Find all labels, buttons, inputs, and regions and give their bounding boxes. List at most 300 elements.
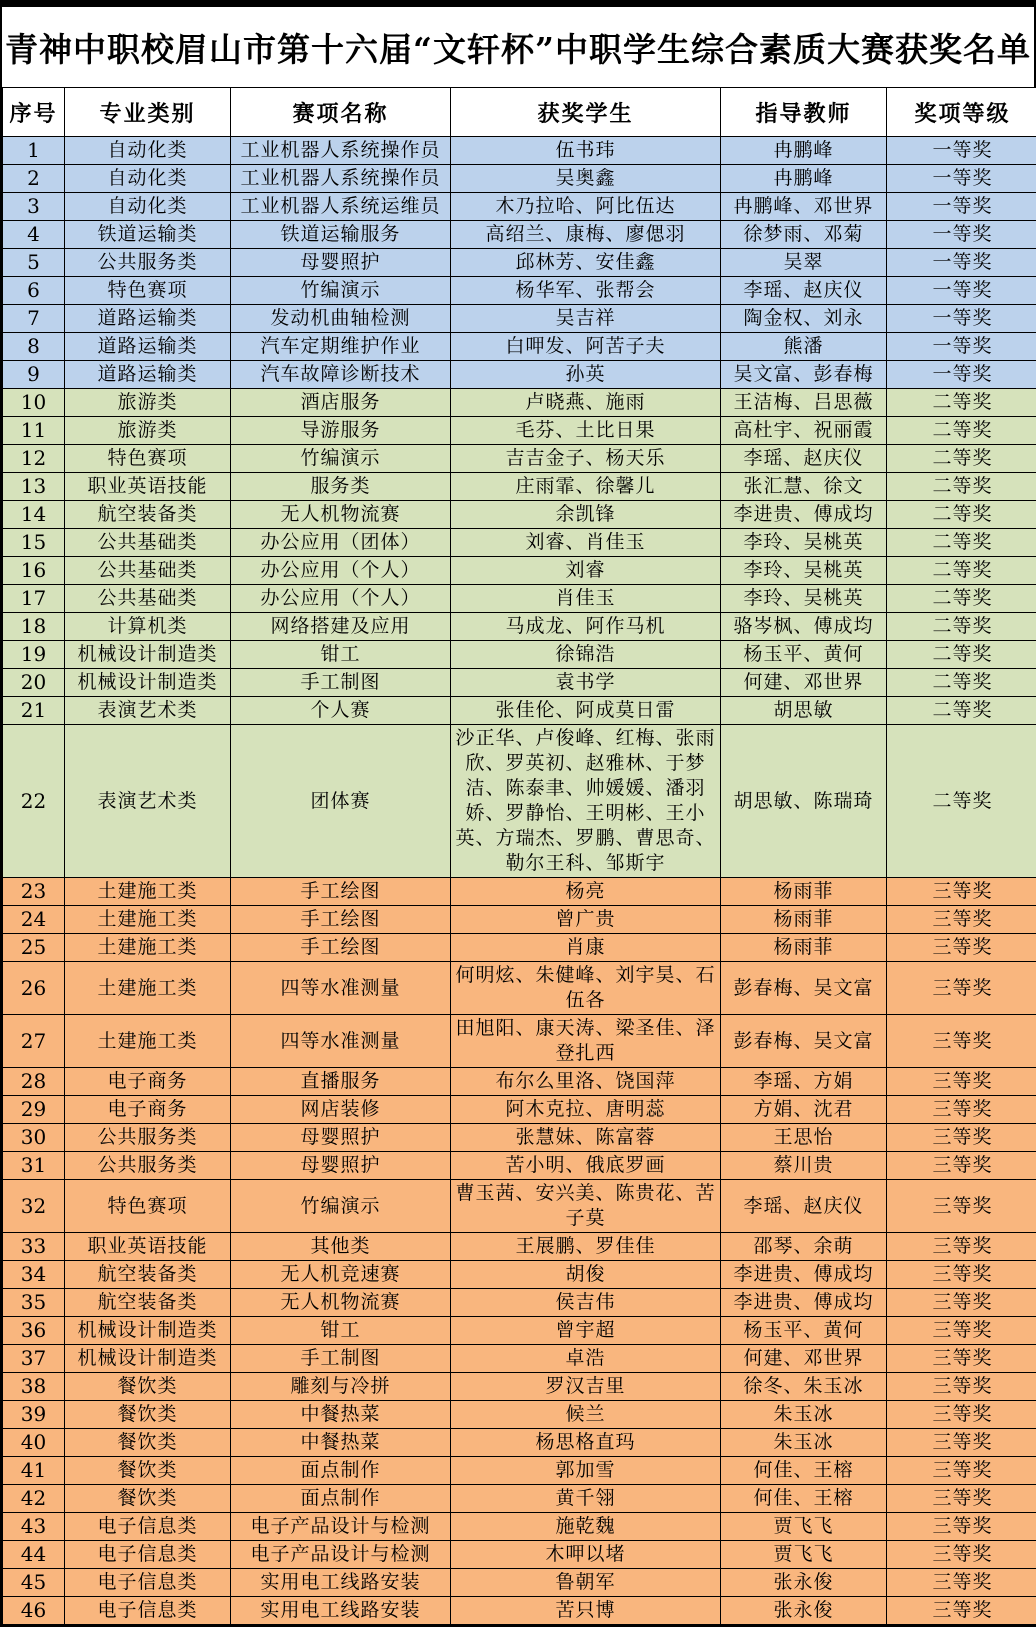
cell-award: 三等奖 [887,1317,1036,1345]
cell-award: 二等奖 [887,641,1036,669]
cell-teachers: 骆岑枫、傅成均 [721,613,887,641]
cell-event: 竹编演示 [231,445,451,473]
cell-teachers: 李进贵、傅成均 [721,1289,887,1317]
cell-teachers: 李瑶、赵庆仪 [721,1180,887,1233]
cell-event: 办公应用（团体） [231,529,451,557]
cell-students: 曾广贵 [451,906,721,934]
cell-students: 卢晓燕、施雨 [451,389,721,417]
cell-no: 12 [3,445,65,473]
cell-students: 吴吉祥 [451,305,721,333]
cell-award: 三等奖 [887,934,1036,962]
cell-event: 汽车定期维护作业 [231,333,451,361]
table-row [3,1513,1036,1541]
table-row [3,1233,1036,1261]
cell-students: 张佳伦、阿成莫日雷 [451,697,721,725]
cell-students: 胡俊 [451,1261,721,1289]
cell-category: 特色赛项 [65,445,231,473]
cell-award: 一等奖 [887,165,1036,193]
cell-category: 公共基础类 [65,585,231,613]
cell-event: 中餐热菜 [231,1401,451,1429]
cell-category: 道路运输类 [65,333,231,361]
cell-teachers: 李进贵、傅成均 [721,1261,887,1289]
cell-category: 电子信息类 [65,1513,231,1541]
table-row [3,445,1036,473]
cell-event: 钳工 [231,641,451,669]
cell-event: 手工绘图 [231,906,451,934]
cell-award: 一等奖 [887,361,1036,389]
cell-category: 土建施工类 [65,934,231,962]
table-row [3,1597,1036,1625]
header-row [3,88,1036,137]
table-row [3,193,1036,221]
table-row [3,305,1036,333]
table-row [3,1096,1036,1124]
cell-teachers: 李进贵、傅成均 [721,501,887,529]
cell-category: 公共服务类 [65,249,231,277]
table-row [3,641,1036,669]
table-row [3,277,1036,305]
cell-award: 三等奖 [887,1261,1036,1289]
cell-students: 庄雨霏、徐馨儿 [451,473,721,501]
table-row [3,1401,1036,1429]
table-row [3,1015,1036,1068]
cell-category: 特色赛项 [65,277,231,305]
cell-students: 曾宇超 [451,1317,721,1345]
cell-teachers: 陶金权、刘永 [721,305,887,333]
cell-no: 44 [3,1541,65,1569]
cell-category: 职业英语技能 [65,1233,231,1261]
cell-teachers: 王洁梅、吕思薇 [721,389,887,417]
cell-teachers: 张永俊 [721,1569,887,1597]
table-row [3,1345,1036,1373]
cell-teachers: 吴文富、彭春梅 [721,361,887,389]
table-row [3,417,1036,445]
cell-students: 伍书玮 [451,137,721,165]
cell-category: 航空装备类 [65,501,231,529]
cell-no: 25 [3,934,65,962]
cell-category: 机械设计制造类 [65,1345,231,1373]
cell-category: 公共服务类 [65,1124,231,1152]
cell-teachers: 冉鹏峰 [721,165,887,193]
cell-no: 39 [3,1401,65,1429]
cell-no: 21 [3,697,65,725]
cell-teachers: 李瑶、赵庆仪 [721,445,887,473]
cell-award: 三等奖 [887,1124,1036,1152]
cell-teachers: 张永俊 [721,1597,887,1625]
cell-no: 5 [3,249,65,277]
cell-teachers: 高杜宇、祝丽霞 [721,417,887,445]
page-title: 青神中职校眉山市第十六届“文轩杯”中职学生综合素质大赛获奖名单 [2,7,1034,87]
cell-teachers: 何建、邓世界 [721,1345,887,1373]
cell-event: 竹编演示 [231,277,451,305]
cell-award: 三等奖 [887,1485,1036,1513]
table-row [3,697,1036,725]
cell-no: 35 [3,1289,65,1317]
cell-event: 钳工 [231,1317,451,1345]
cell-teachers: 胡思敏 [721,697,887,725]
cell-category: 土建施工类 [65,906,231,934]
table-row [3,1429,1036,1457]
cell-category: 餐饮类 [65,1429,231,1457]
column-header-teachers: 指导教师 [721,88,887,137]
cell-category: 旅游类 [65,417,231,445]
cell-event: 实用电工线路安装 [231,1569,451,1597]
cell-event: 中餐热菜 [231,1429,451,1457]
table-row [3,529,1036,557]
cell-students: 余凯锋 [451,501,721,529]
cell-award: 二等奖 [887,725,1036,878]
cell-event: 竹编演示 [231,1180,451,1233]
cell-award: 三等奖 [887,878,1036,906]
cell-event: 服务类 [231,473,451,501]
cell-teachers: 李玲、吴桃英 [721,529,887,557]
cell-students: 袁书学 [451,669,721,697]
cell-category: 土建施工类 [65,878,231,906]
cell-event: 面点制作 [231,1457,451,1485]
table-row [3,473,1036,501]
cell-category: 自动化类 [65,165,231,193]
table-row [3,1317,1036,1345]
cell-no: 43 [3,1513,65,1541]
cell-teachers: 贾飞飞 [721,1513,887,1541]
cell-students: 孙英 [451,361,721,389]
column-header-students: 获奖学生 [451,88,721,137]
table-row [3,906,1036,934]
cell-no: 28 [3,1068,65,1096]
column-header-award: 奖项等级 [887,88,1036,137]
cell-award: 三等奖 [887,1233,1036,1261]
cell-award: 三等奖 [887,1068,1036,1096]
table-row [3,361,1036,389]
table-row [3,1569,1036,1597]
cell-no: 8 [3,333,65,361]
table-row [3,221,1036,249]
cell-students: 黄千翎 [451,1485,721,1513]
cell-no: 32 [3,1180,65,1233]
cell-category: 电子信息类 [65,1597,231,1625]
cell-category: 航空装备类 [65,1289,231,1317]
cell-category: 餐饮类 [65,1485,231,1513]
cell-event: 导游服务 [231,417,451,445]
cell-category: 铁道运输类 [65,221,231,249]
table-row [3,1289,1036,1317]
cell-teachers: 杨雨菲 [721,906,887,934]
cell-award: 三等奖 [887,1597,1036,1625]
cell-no: 10 [3,389,65,417]
cell-award: 三等奖 [887,962,1036,1015]
cell-no: 19 [3,641,65,669]
cell-no: 13 [3,473,65,501]
cell-teachers: 朱玉冰 [721,1401,887,1429]
cell-no: 9 [3,361,65,389]
cell-no: 22 [3,725,65,878]
cell-category: 餐饮类 [65,1401,231,1429]
cell-teachers: 杨玉平、黄何 [721,1317,887,1345]
cell-students: 马成龙、阿作马机 [451,613,721,641]
table-row [3,934,1036,962]
cell-students: 候兰 [451,1401,721,1429]
cell-award: 三等奖 [887,1401,1036,1429]
cell-teachers: 张汇慧、徐文 [721,473,887,501]
column-header-category: 专业类别 [65,88,231,137]
table-row [3,1152,1036,1180]
cell-award: 二等奖 [887,417,1036,445]
cell-category: 公共服务类 [65,1152,231,1180]
cell-students: 罗汉吉里 [451,1373,721,1401]
cell-award: 三等奖 [887,1152,1036,1180]
cell-teachers: 徐梦雨、邓菊 [721,221,887,249]
cell-award: 三等奖 [887,1541,1036,1569]
cell-students: 木乃拉哈、阿比伍达 [451,193,721,221]
cell-category: 土建施工类 [65,962,231,1015]
cell-award: 一等奖 [887,277,1036,305]
cell-event: 无人机物流赛 [231,501,451,529]
cell-category: 餐饮类 [65,1457,231,1485]
cell-teachers: 吴翠 [721,249,887,277]
cell-award: 二等奖 [887,501,1036,529]
cell-students: 刘睿、肖佳玉 [451,529,721,557]
cell-no: 45 [3,1569,65,1597]
cell-students: 刘睿 [451,557,721,585]
cell-students: 邱林芳、安佳鑫 [451,249,721,277]
cell-students: 阿木克拉、唐明蕊 [451,1096,721,1124]
cell-teachers: 杨玉平、黄何 [721,641,887,669]
cell-students: 吴奥鑫 [451,165,721,193]
table-row [3,962,1036,1015]
cell-award: 三等奖 [887,1569,1036,1597]
table-row [3,613,1036,641]
cell-event: 发动机曲轴检测 [231,305,451,333]
cell-award: 三等奖 [887,1289,1036,1317]
cell-teachers: 何建、邓世界 [721,669,887,697]
cell-teachers: 王思怡 [721,1124,887,1152]
cell-award: 二等奖 [887,389,1036,417]
cell-category: 电子信息类 [65,1541,231,1569]
cell-event: 无人机物流赛 [231,1289,451,1317]
cell-award: 三等奖 [887,1513,1036,1541]
cell-event: 网店装修 [231,1096,451,1124]
cell-no: 40 [3,1429,65,1457]
cell-no: 11 [3,417,65,445]
cell-no: 36 [3,1317,65,1345]
cell-teachers: 李玲、吴桃英 [721,557,887,585]
cell-award: 一等奖 [887,193,1036,221]
cell-teachers: 李玲、吴桃英 [721,585,887,613]
cell-event: 雕刻与冷拼 [231,1373,451,1401]
cell-event: 其他类 [231,1233,451,1261]
cell-students: 杨思格直玛 [451,1429,721,1457]
cell-event: 工业机器人系统操作员 [231,165,451,193]
cell-students: 杨华军、张帮会 [451,277,721,305]
cell-students: 布尔么里洛、饶国萍 [451,1068,721,1096]
cell-no: 31 [3,1152,65,1180]
cell-award: 三等奖 [887,1180,1036,1233]
cell-category: 电子商务 [65,1068,231,1096]
cell-students: 沙正华、卢俊峰、红梅、张雨欣、罗英初、赵雅林、于梦洁、陈泰聿、帅媛媛、潘羽娇、罗静怡、王明彬、王小英、方瑞杰、罗鹏、曹思奇、勒尔王科、邹斯宇 [451,725,721,878]
cell-students: 王展鹏、罗佳佳 [451,1233,721,1261]
cell-award: 二等奖 [887,669,1036,697]
table-row [3,1261,1036,1289]
cell-event: 手工制图 [231,669,451,697]
cell-event: 四等水准测量 [231,962,451,1015]
table-row [3,1124,1036,1152]
cell-no: 34 [3,1261,65,1289]
cell-teachers: 杨雨菲 [721,934,887,962]
cell-event: 工业机器人系统运维员 [231,193,451,221]
cell-category: 机械设计制造类 [65,669,231,697]
cell-category: 航空装备类 [65,1261,231,1289]
cell-no: 16 [3,557,65,585]
cell-event: 面点制作 [231,1485,451,1513]
cell-event: 工业机器人系统操作员 [231,137,451,165]
cell-teachers: 冉鹏峰、邓世界 [721,193,887,221]
cell-students: 肖佳玉 [451,585,721,613]
award-table [2,87,1036,1625]
cell-students: 高绍兰、康梅、廖偲羽 [451,221,721,249]
table-row [3,501,1036,529]
cell-category: 公共基础类 [65,557,231,585]
cell-award: 二等奖 [887,529,1036,557]
cell-event: 网络搭建及应用 [231,613,451,641]
cell-category: 计算机类 [65,613,231,641]
cell-event: 办公应用（个人） [231,557,451,585]
cell-category: 旅游类 [65,389,231,417]
cell-students: 卓浩 [451,1345,721,1373]
cell-teachers: 熊潘 [721,333,887,361]
cell-event: 电子产品设计与检测 [231,1513,451,1541]
cell-teachers: 杨雨菲 [721,878,887,906]
cell-event: 手工绘图 [231,934,451,962]
cell-teachers: 何佳、王榕 [721,1457,887,1485]
cell-award: 二等奖 [887,697,1036,725]
column-header-event: 赛项名称 [231,88,451,137]
cell-category: 机械设计制造类 [65,641,231,669]
cell-award: 三等奖 [887,1345,1036,1373]
table-row [3,1457,1036,1485]
cell-teachers: 冉鹏峰 [721,137,887,165]
cell-category: 表演艺术类 [65,697,231,725]
cell-students: 杨亮 [451,878,721,906]
cell-no: 15 [3,529,65,557]
cell-event: 办公应用（个人） [231,585,451,613]
cell-students: 白呷发、阿苦子夫 [451,333,721,361]
table-row [3,249,1036,277]
table-row [3,669,1036,697]
cell-award: 一等奖 [887,249,1036,277]
cell-no: 26 [3,962,65,1015]
cell-event: 电子产品设计与检测 [231,1541,451,1569]
cell-students: 何明炫、朱健峰、刘宇昊、石伍各 [451,962,721,1015]
cell-no: 37 [3,1345,65,1373]
cell-teachers: 彭春梅、吴文富 [721,962,887,1015]
cell-award: 一等奖 [887,333,1036,361]
cell-students: 木呷以堵 [451,1541,721,1569]
cell-event: 团体赛 [231,725,451,878]
cell-no: 41 [3,1457,65,1485]
cell-event: 酒店服务 [231,389,451,417]
cell-no: 27 [3,1015,65,1068]
cell-students: 吉吉金子、杨天乐 [451,445,721,473]
cell-teachers: 李瑶、赵庆仪 [721,277,887,305]
cell-award: 三等奖 [887,1015,1036,1068]
cell-students: 田旭阳、康天涛、梁圣佳、泽登扎西 [451,1015,721,1068]
table-row [3,389,1036,417]
cell-no: 4 [3,221,65,249]
cell-students: 曹玉茜、安兴美、陈贵花、苦子莫 [451,1180,721,1233]
table-row [3,165,1036,193]
cell-no: 18 [3,613,65,641]
cell-students: 毛芬、土比日果 [451,417,721,445]
cell-category: 土建施工类 [65,1015,231,1068]
cell-award: 一等奖 [887,137,1036,165]
cell-students: 肖康 [451,934,721,962]
table-row [3,1541,1036,1569]
cell-teachers: 徐冬、朱玉冰 [721,1373,887,1401]
column-header-no: 序号 [3,88,65,137]
cell-no: 1 [3,137,65,165]
cell-teachers: 彭春梅、吴文富 [721,1015,887,1068]
cell-no: 24 [3,906,65,934]
table-row [3,557,1036,585]
cell-no: 7 [3,305,65,333]
cell-no: 20 [3,669,65,697]
table-row [3,333,1036,361]
cell-award: 三等奖 [887,1096,1036,1124]
cell-award: 三等奖 [887,1373,1036,1401]
cell-students: 苦小明、俄底罗画 [451,1152,721,1180]
cell-award: 二等奖 [887,613,1036,641]
table-body [3,137,1036,1625]
cell-students: 鲁朝军 [451,1569,721,1597]
cell-teachers: 蔡川贵 [721,1152,887,1180]
cell-no: 14 [3,501,65,529]
cell-award: 一等奖 [887,221,1036,249]
cell-teachers: 贾飞飞 [721,1541,887,1569]
table-row [3,137,1036,165]
cell-event: 母婴照护 [231,1124,451,1152]
cell-category: 自动化类 [65,137,231,165]
cell-no: 6 [3,277,65,305]
cell-teachers: 朱玉冰 [721,1429,887,1457]
cell-category: 机械设计制造类 [65,1317,231,1345]
cell-category: 表演艺术类 [65,725,231,878]
cell-teachers: 方娟、沈君 [721,1096,887,1124]
cell-event: 四等水准测量 [231,1015,451,1068]
cell-no: 29 [3,1096,65,1124]
cell-award: 一等奖 [887,305,1036,333]
cell-teachers: 胡思敏、陈瑞琦 [721,725,887,878]
cell-teachers: 李瑶、方娟 [721,1068,887,1096]
cell-award: 二等奖 [887,445,1036,473]
cell-no: 38 [3,1373,65,1401]
cell-event: 母婴照护 [231,1152,451,1180]
cell-no: 46 [3,1597,65,1625]
cell-no: 42 [3,1485,65,1513]
cell-award: 三等奖 [887,906,1036,934]
table-row [3,878,1036,906]
cell-category: 电子信息类 [65,1569,231,1597]
cell-event: 实用电工线路安装 [231,1597,451,1625]
cell-award: 三等奖 [887,1457,1036,1485]
cell-no: 30 [3,1124,65,1152]
cell-category: 道路运输类 [65,305,231,333]
table-row [3,1068,1036,1096]
cell-category: 餐饮类 [65,1373,231,1401]
cell-students: 施乾魏 [451,1513,721,1541]
cell-award: 三等奖 [887,1429,1036,1457]
cell-category: 职业英语技能 [65,473,231,501]
cell-event: 手工制图 [231,1345,451,1373]
